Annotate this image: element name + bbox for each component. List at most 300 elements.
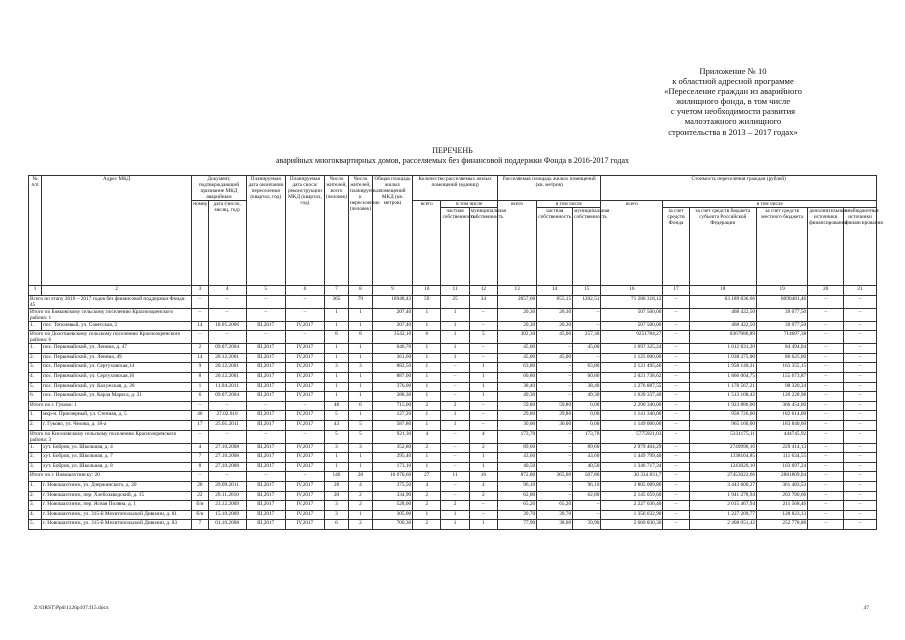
table-cell: 444745,92 [757, 430, 808, 443]
table-cell: – [469, 321, 497, 331]
table-cell: 1 [469, 363, 497, 373]
table-cell: 14 [192, 321, 208, 331]
table-cell: 855,15 [537, 295, 573, 308]
table-cell: III,2017 [246, 392, 285, 402]
table-cell: 1 [348, 453, 372, 463]
table-cell: IV,2017 [285, 382, 324, 392]
table-cell: 65,20 [498, 501, 537, 511]
table-row [29, 392, 877, 402]
table-cell: IV,2017 [285, 501, 324, 511]
address-cell: хут. Бобров, ул. Школьная, д. 4 [42, 443, 192, 453]
table-cell: 96,10 [498, 481, 537, 491]
table-summary-row [29, 472, 877, 482]
table-cell: III,2017 [246, 382, 285, 392]
table-row [29, 443, 877, 453]
table-cell: – [808, 462, 844, 472]
table-cell: 3. [29, 363, 42, 373]
table-cell: – [808, 472, 844, 482]
table-cell: IV,2017 [285, 510, 324, 520]
table-cell: 1 [348, 382, 372, 392]
table-cell: IV,2017 [285, 321, 324, 331]
table-cell: 1 [413, 308, 441, 321]
table-cell: 5 [469, 331, 497, 344]
document-title: ПЕРЕЧЕНЬ [432, 146, 473, 155]
table-cell: 1 [413, 411, 441, 421]
table-cell: 1 [348, 344, 372, 354]
table-cell: – [663, 462, 689, 472]
table-cell: IV,2017 [285, 372, 324, 382]
table-cell: – [285, 430, 324, 443]
table-row [29, 372, 877, 382]
table-cell: – [441, 430, 469, 443]
column-number-cell: 18 [689, 286, 756, 296]
table-cell: 2. [29, 420, 42, 430]
table-cell: 20,30 [537, 308, 573, 321]
address-cell: пос. Первомайский, ул. Карла Маркса, д. 31 [42, 392, 192, 402]
table-summary-row [29, 331, 877, 344]
table-cell: 62,80 [573, 491, 601, 501]
table-cell: 46 [192, 411, 208, 421]
table-cell: – [537, 392, 573, 402]
column-number-cell: 5 [246, 286, 285, 296]
table-cell: 39,70 [537, 510, 573, 520]
table-cell: – [441, 481, 469, 491]
table-cell: 1 346 717,34 [601, 462, 663, 472]
document-subtitle: аварийных многоквартирных домов, расселяемых без финансовой поддержки Фонда в 2016-2017 годах [275, 156, 630, 165]
table-cell: 15.10.2009 [208, 510, 246, 520]
footer-file-path: Z:\ORST\Ppd\1126p107.f15.docx [34, 605, 109, 611]
table-cell: 2 [413, 520, 441, 530]
address-cell: г. Гуково, ул. Чехова, д. 18-а [42, 420, 192, 430]
table-cell: 1 [348, 510, 372, 520]
table-cell: Итого по г. Гуково: 1 [29, 401, 192, 411]
table-cell: 2 408 051,42 [689, 520, 756, 530]
table-cell: Всего по этапу 2016 – 2017 годов без финансовой поддержки Фонда: 45 [29, 295, 192, 308]
table-cell: – [663, 372, 689, 382]
table-cell: 4 [469, 481, 497, 491]
table-cell: – [663, 331, 689, 344]
table-cell: 5. [29, 382, 42, 392]
table-cell: 0,00 [573, 401, 601, 411]
table-cell: III,2017 [246, 372, 285, 382]
header-residents: Число жителей, всего (человек) [325, 176, 349, 286]
table-cell: IV,2017 [285, 363, 324, 373]
header-area-private: частная собственность [537, 208, 573, 286]
table-cell: 365,00 [537, 472, 573, 482]
table-cell: – [844, 491, 877, 501]
table-cell: – [844, 353, 877, 363]
table-cell: 2 [441, 401, 469, 411]
table-cell: 183 840,00 [757, 420, 808, 430]
table-cell: 4 [469, 430, 497, 443]
table-cell: – [844, 331, 877, 344]
table-cell: – [808, 491, 844, 501]
table-cell: – [537, 443, 573, 453]
table-cell: 28 [325, 481, 349, 491]
table-cell: 11.04.2011 [208, 382, 246, 392]
column-number-row [29, 286, 877, 296]
table-cell: 1338164,85 [689, 453, 756, 463]
table-cell: – [808, 321, 844, 331]
table-cell: 1 [469, 462, 497, 472]
table-cell: 20,30 [537, 321, 573, 331]
table-cell: – [844, 443, 877, 453]
table-cell: 395,40 [372, 453, 412, 463]
table-cell: – [844, 308, 877, 321]
table-cell: 352,80 [372, 443, 412, 453]
table-cell: 59,80 [498, 401, 537, 411]
table-cell: 63,80 [573, 363, 601, 373]
table-cell: 2057,66 [498, 295, 537, 308]
table-cell: 252 778,88 [757, 520, 808, 530]
table-cell: – [844, 472, 877, 482]
table-cell: 3 [348, 443, 372, 453]
table-cell: 507 500,00 [601, 321, 663, 331]
table-cell: 1 [441, 344, 469, 354]
table-cell: Итого по Бояковскому сельскому поселению Краснозоренского района: 1 [29, 308, 192, 321]
table-cell: – [808, 331, 844, 344]
column-number-cell: 16 [601, 286, 663, 296]
table-cell: – [844, 372, 877, 382]
appendix-line: с учетом необходимости развития [670, 106, 796, 117]
table-cell: – [441, 453, 469, 463]
table-cell: 2 979 404,29 [601, 443, 663, 453]
address-cell: г. Новошахтинск, пер. Хлебозаводский, д. 15 [42, 491, 192, 501]
table-row [29, 382, 877, 392]
table-cell: 8367086,89 [689, 331, 756, 344]
table-cell: 20,30 [498, 308, 537, 321]
table-cell: 2. [29, 453, 42, 463]
table-cell: 2 [348, 520, 372, 530]
table-cell: – [663, 344, 689, 354]
table-cell: 1 [348, 321, 372, 331]
table-cell: – [844, 510, 877, 520]
table-cell: – [844, 462, 877, 472]
table-cell: 1 [469, 372, 497, 382]
table-cell: – [441, 491, 469, 501]
table-cell: 1 [348, 411, 372, 421]
table-row [29, 453, 877, 463]
table-cell: – [663, 321, 689, 331]
table-cell: 49,30 [573, 392, 601, 402]
table-cell: IV,2017 [285, 411, 324, 421]
table-row [29, 491, 877, 501]
table-cell: – [663, 510, 689, 520]
table-cell: – [469, 510, 497, 520]
emergency-housing-table [28, 175, 883, 530]
table-cell: 882,50 [372, 363, 412, 373]
table-cell: 3 [325, 510, 349, 520]
table-cell: – [573, 321, 601, 331]
table-cell: 1 866 064,75 [689, 372, 756, 382]
column-number-cell: 21 [844, 286, 877, 296]
table-cell: 59 [413, 295, 441, 308]
header-rooms-total: всего [413, 201, 441, 286]
column-number-cell: 19 [757, 286, 808, 296]
table-cell: IV,2017 [285, 453, 324, 463]
table-cell: 38,40 [573, 382, 601, 392]
header-address: Адрес МКД [42, 176, 192, 286]
table-cell: 305,00 [372, 510, 412, 520]
table-cell: 146 [325, 472, 349, 482]
table-cell: 257,30 [573, 331, 601, 344]
table-cell: 30,00 [537, 420, 573, 430]
table-cell: 1 [325, 344, 349, 354]
table-cell: Итого по Киселевскому сельскому поселению Краснозоренского района: 3 [29, 430, 192, 443]
table-cell: – [208, 430, 246, 443]
table-cell: IV,2017 [285, 481, 324, 491]
column-number-cell: 13 [498, 286, 537, 296]
table-cell: – [844, 501, 877, 511]
table-cell: 1 356 032,90 [601, 510, 663, 520]
table-cell: 1 [441, 321, 469, 331]
table-cell: – [808, 453, 844, 463]
table-cell: 528,00 [372, 501, 412, 511]
appendix-line: Приложение № 10 [699, 66, 767, 76]
table-cell: – [663, 411, 689, 421]
table-cell: 2 [413, 501, 441, 511]
address-cell: г. Новошахтинск, ул. Дзержинского, д. 20 [42, 481, 192, 491]
table-row [29, 420, 877, 430]
table-cell: 1 639 337,40 [601, 392, 663, 402]
table-cell: III,2017 [246, 353, 285, 363]
table-cell: IV,2017 [285, 491, 324, 501]
header-rooms-incl: в том числе [441, 201, 498, 208]
table-cell: – [844, 401, 877, 411]
table-cell: – [844, 321, 877, 331]
header-rooms-municipal: муниципальная собственность [469, 208, 497, 286]
table-cell: – [192, 308, 208, 321]
table-cell: 361 483,53 [757, 481, 808, 491]
table-cell: 207,40 [372, 308, 412, 321]
header-num: № п/п [29, 176, 42, 286]
table-cell: 714697,38 [757, 331, 808, 344]
table-cell: 1 449 799,40 [601, 453, 663, 463]
header-area-group: Расселяемая площадь жилых помещений (кв. метров) [498, 176, 601, 201]
table-cell: – [808, 501, 844, 511]
table-cell: 1 [192, 382, 208, 392]
address-cell: пос. Первомайский, ул. Калужская, д. 20 [42, 382, 192, 392]
table-cell: IV,2017 [285, 344, 324, 354]
address-cell: хут. Бобров, ул. Школьная, д. 8 [42, 462, 192, 472]
table-cell: 59,80 [537, 401, 573, 411]
header-cost-local: за счет средств местного бюджета [757, 208, 808, 286]
table-cell: – [808, 520, 844, 530]
table-cell: 1 [441, 353, 469, 363]
table-cell: – [246, 401, 285, 411]
table-cell: 4 [348, 481, 372, 491]
table-cell: III,2017 [246, 344, 285, 354]
table-cell: 365 [325, 295, 349, 308]
table-cell: 1 [325, 382, 349, 392]
table-cell: 128 823,13 [757, 510, 808, 520]
table-cell: – [663, 401, 689, 411]
table-cell: 25 [441, 295, 469, 308]
table-cell: 5. [29, 520, 42, 530]
column-number-cell: 20 [808, 286, 844, 296]
table-cell: 468 422,50 [689, 308, 756, 321]
table-cell: 9251784,27 [601, 331, 663, 344]
address-cell: пос. Первомайский, ул. Ленина, д. 47 [42, 344, 192, 354]
table-cell: 8 [348, 331, 372, 344]
table-cell: 18.05.2006 [208, 321, 246, 331]
table-cell: 1 [325, 321, 349, 331]
table-cell: 01.10.2008 [208, 520, 246, 530]
table-cell: – [663, 392, 689, 402]
table-cell: 20.12.2001 [208, 372, 246, 382]
table-cell: – [285, 472, 324, 482]
table-cell: 0,00 [573, 420, 601, 430]
table-cell: 6 [192, 392, 208, 402]
table-cell: – [663, 443, 689, 453]
table-cell: 1 941 278,94 [689, 491, 756, 501]
table-cell: 1 923 886,00 [689, 401, 756, 411]
table-cell: 2 [192, 344, 208, 354]
table-cell: 1 [348, 308, 372, 321]
table-cell: 2 [348, 501, 372, 511]
column-number-cell: 14 [537, 286, 573, 296]
table-cell: – [573, 510, 601, 520]
table-cell: – [537, 430, 573, 443]
footer-page-number: 47 [863, 605, 869, 611]
table-cell: 3 [348, 363, 372, 373]
table-cell: – [808, 295, 844, 308]
table-cell: 38,40 [498, 382, 537, 392]
table-row [29, 462, 877, 472]
table-cell: 77,90 [498, 520, 537, 530]
table-cell: 96,10 [573, 481, 601, 491]
table-cell: 1 [413, 420, 441, 430]
table-cell: – [808, 430, 844, 443]
table-cell: – [573, 308, 601, 321]
table-cell: 48 [325, 401, 349, 411]
table-cell: – [469, 353, 497, 363]
table-cell: 89,60 [573, 443, 601, 453]
table-cell: 1 125 000,00 [601, 353, 663, 363]
table-cell: 29,80 [498, 411, 537, 421]
table-cell: 4 [413, 430, 441, 443]
table-cell: 1. [29, 443, 42, 453]
table-cell: 1 [413, 510, 441, 520]
table-cell: III,2017 [246, 411, 285, 421]
table-cell: 163 355,15 [757, 363, 808, 373]
table-cell: 700,30 [372, 520, 412, 530]
table-cell: – [844, 344, 877, 354]
table-cell: – [663, 453, 689, 463]
table-cell: 22 [192, 491, 208, 501]
table-cell: 23.12.2009 [208, 501, 246, 511]
table-cell: 587,80 [372, 420, 412, 430]
table-cell: 1202,51 [573, 295, 601, 308]
table-cell: – [246, 430, 285, 443]
table-cell: 84 494,04 [757, 344, 808, 354]
table-cell: 1 [413, 353, 441, 363]
address-cell: пос. Первомайский, ул. Ленина, 49 [42, 353, 192, 363]
table-cell: 1 [441, 510, 469, 520]
table-cell: 507 500,00 [601, 308, 663, 321]
table-cell: Итого по Долотшевскому сельскому поселению Краснозоренского района: 6 [29, 331, 192, 344]
header-cost-fund: за счет средств Фонда [663, 208, 689, 286]
table-cell: 09.07.2004 [208, 344, 246, 354]
table-cell: 29.09.2011 [208, 481, 246, 491]
table-cell: – [469, 401, 497, 411]
table-cell: 173,70 [498, 430, 537, 443]
table-cell: – [285, 295, 324, 308]
table-cell: 5775921,03 [601, 430, 663, 443]
table-cell: 2749990,16 [689, 443, 756, 453]
table-cell: – [663, 520, 689, 530]
column-number-cell: 3 [192, 286, 208, 296]
table-cell: III,2017 [246, 491, 285, 501]
table-cell: 5 [348, 430, 372, 443]
table-cell: 155 673,87 [757, 372, 808, 382]
table-cell: 4. [29, 372, 42, 382]
table-cell: 361,60 [372, 353, 412, 363]
table-cell: 30 334 831,7 [601, 472, 663, 482]
table-cell: 921,30 [372, 430, 412, 443]
column-number-cell: 9 [372, 286, 412, 296]
table-cell: 8 [192, 372, 208, 382]
table-cell: – [469, 420, 497, 430]
table-cell: 39 077,50 [757, 321, 808, 331]
table-row [29, 344, 877, 354]
table-cell: 7 [192, 453, 208, 463]
table-cell: 10 070,60 [372, 472, 412, 482]
appendix-line: строительства в 2013 – 2017 годах» [668, 126, 798, 137]
table-cell: IV,2017 [285, 353, 324, 363]
table-cell: 27.02.010 [208, 411, 246, 421]
table-cell: 49,30 [498, 392, 537, 402]
table-cell: – [844, 411, 877, 421]
table-cell: – [808, 411, 844, 421]
appendix-line: жилищного фонда, в том числе [675, 96, 791, 107]
table-cell: 1 [348, 353, 372, 363]
table-cell: 1. [29, 481, 42, 491]
table-cell: 89,60 [498, 443, 537, 453]
table-cell: 2. [29, 491, 42, 501]
table-cell: III,2017 [246, 462, 285, 472]
table-cell: 2 021 738,62 [601, 372, 663, 382]
header-cost-total: всего [601, 201, 663, 286]
column-number-cell: 4 [208, 286, 246, 296]
table-cell: 4. [29, 510, 42, 520]
table-cell: – [844, 481, 877, 491]
table-cell: – [844, 392, 877, 402]
header-area-municipal: муниципальная собственность [573, 208, 601, 286]
table-cell: 127,20 [372, 411, 412, 421]
table-row [29, 321, 877, 331]
table-cell: – [441, 462, 469, 472]
appendix-block [603, 66, 863, 137]
table-cell: – [663, 353, 689, 363]
header-planned-end: Планируемая дата окончания переселения (квартал, год) [246, 176, 285, 286]
header-area-incl: в том числе [537, 201, 601, 208]
column-number-cell: 1 [29, 286, 42, 296]
table-cell: 2 290 340,00 [601, 401, 663, 411]
table-cell: – [192, 472, 208, 482]
table-cell: 14 [192, 353, 208, 363]
table-cell: 3. [29, 501, 42, 511]
table-cell: 60,80 [498, 372, 537, 382]
table-row [29, 520, 877, 530]
table-row [29, 510, 877, 520]
column-number-cell: 17 [663, 286, 689, 296]
table-cell: 887,00 [372, 372, 412, 382]
table-cell: 9 [192, 363, 208, 373]
table-cell: – [537, 491, 573, 501]
table-cell: IV,2017 [285, 462, 324, 472]
table-cell: 27.10.2008 [208, 443, 246, 453]
